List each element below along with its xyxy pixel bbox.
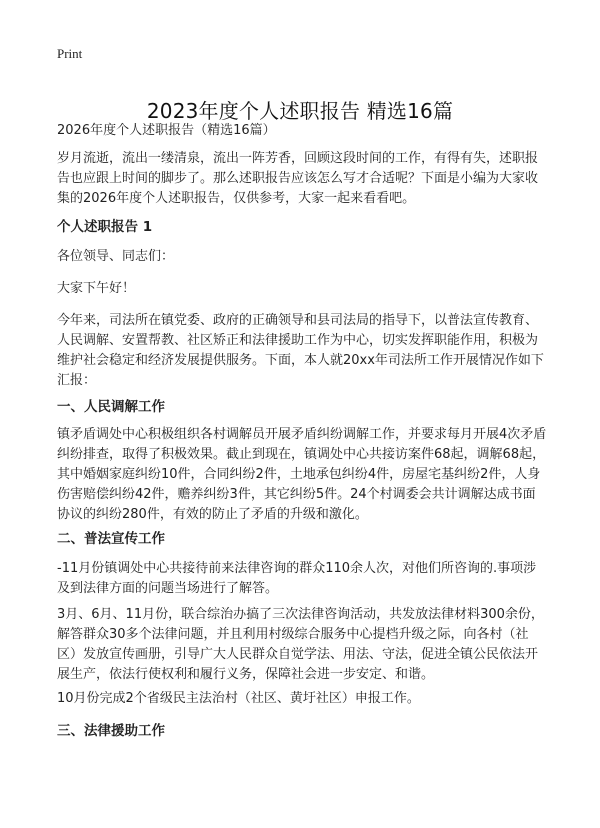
heading-mediation: 一、人民调解工作 bbox=[57, 399, 165, 415]
page-title: 2023年度个人述职报告 精选16篇 bbox=[146, 99, 454, 124]
paragraph-activities: 3月、6月、11月份，联合综治办搞了三次法律咨询活动，共发放法律材料300余份，解答群众30多个法律问题，并且利用村级综合服务中心提档升级之际，向各村（社区）发放宣传画册，引导广大人民群众自觉学法、用法、守法，促进全镇公民依法开展生产，依法行使权利和履行义务，保障社会进一步安定、和谐。 bbox=[57, 607, 544, 682]
section-heading-report-1: 个人述职报告 1 bbox=[57, 219, 153, 235]
print-link[interactable]: Print bbox=[57, 46, 83, 61]
paragraph-democracy-village: 10月份完成2个省级民主法治村（社区、黄圩社区）申报工作。 bbox=[57, 691, 420, 706]
greeting-afternoon: 大家下午好！ bbox=[57, 281, 136, 296]
intro-paragraph: 岁月流逝，流出一缕清泉，流出一阵芳香，回顾这段时间的工作，有得有失，述职报告也应跟上时间的脚步了。那么述职报告应该怎么写才合适呢？下面是小编为大家收集的2026年度个人述职报告，仅供参考，大家一起来看看吧。 bbox=[57, 151, 539, 206]
document-subtitle: 2026年度个人述职报告（精选16篇） bbox=[57, 123, 276, 138]
greeting-leaders: 各位领导、同志们： bbox=[57, 249, 175, 264]
paragraph-mediation: 镇矛盾调处中心积极组织各村调解员开展矛盾纠纷调解工作，并要求每月开展4次矛盾纠纷排查，取得了积极效果。截止到现在，镇调处中心共接访案件68起，调解68起，其中婚姻家庭纠纷10件，合同纠纷2件，土地承包纠纷4件，房屋宅基纠纷2件，人身伤害赔偿纠纷42件，赡养纠纷3件，其它纠纷5件。24个村调委会共计调解达成书面协议的纠纷280件，有效的防止了矛盾的升级和激化。 bbox=[57, 427, 547, 522]
opening-paragraph: 今年来，司法所在镇党委、政府的正确领导和县司法局的指导下，以普法宣传教育、人民调解、安置帮教、社区矫正和法律援助工作为中心，切实发挥职能作用，积极为维护社会稳定和经济发展提供服务。下面，本人就20xx年司法所工作开展情况作如下汇报： bbox=[57, 313, 544, 388]
paragraph-consultation: -11月份镇调处中心共接待前来法律咨询的群众110余人次，对他们所咨询的.事项涉及到法律方面的问题当场进行了解答。 bbox=[57, 561, 537, 596]
heading-legal-publicity: 二、普法宣传工作 bbox=[57, 531, 165, 547]
heading-legal-aid: 三、法律援助工作 bbox=[57, 723, 165, 739]
